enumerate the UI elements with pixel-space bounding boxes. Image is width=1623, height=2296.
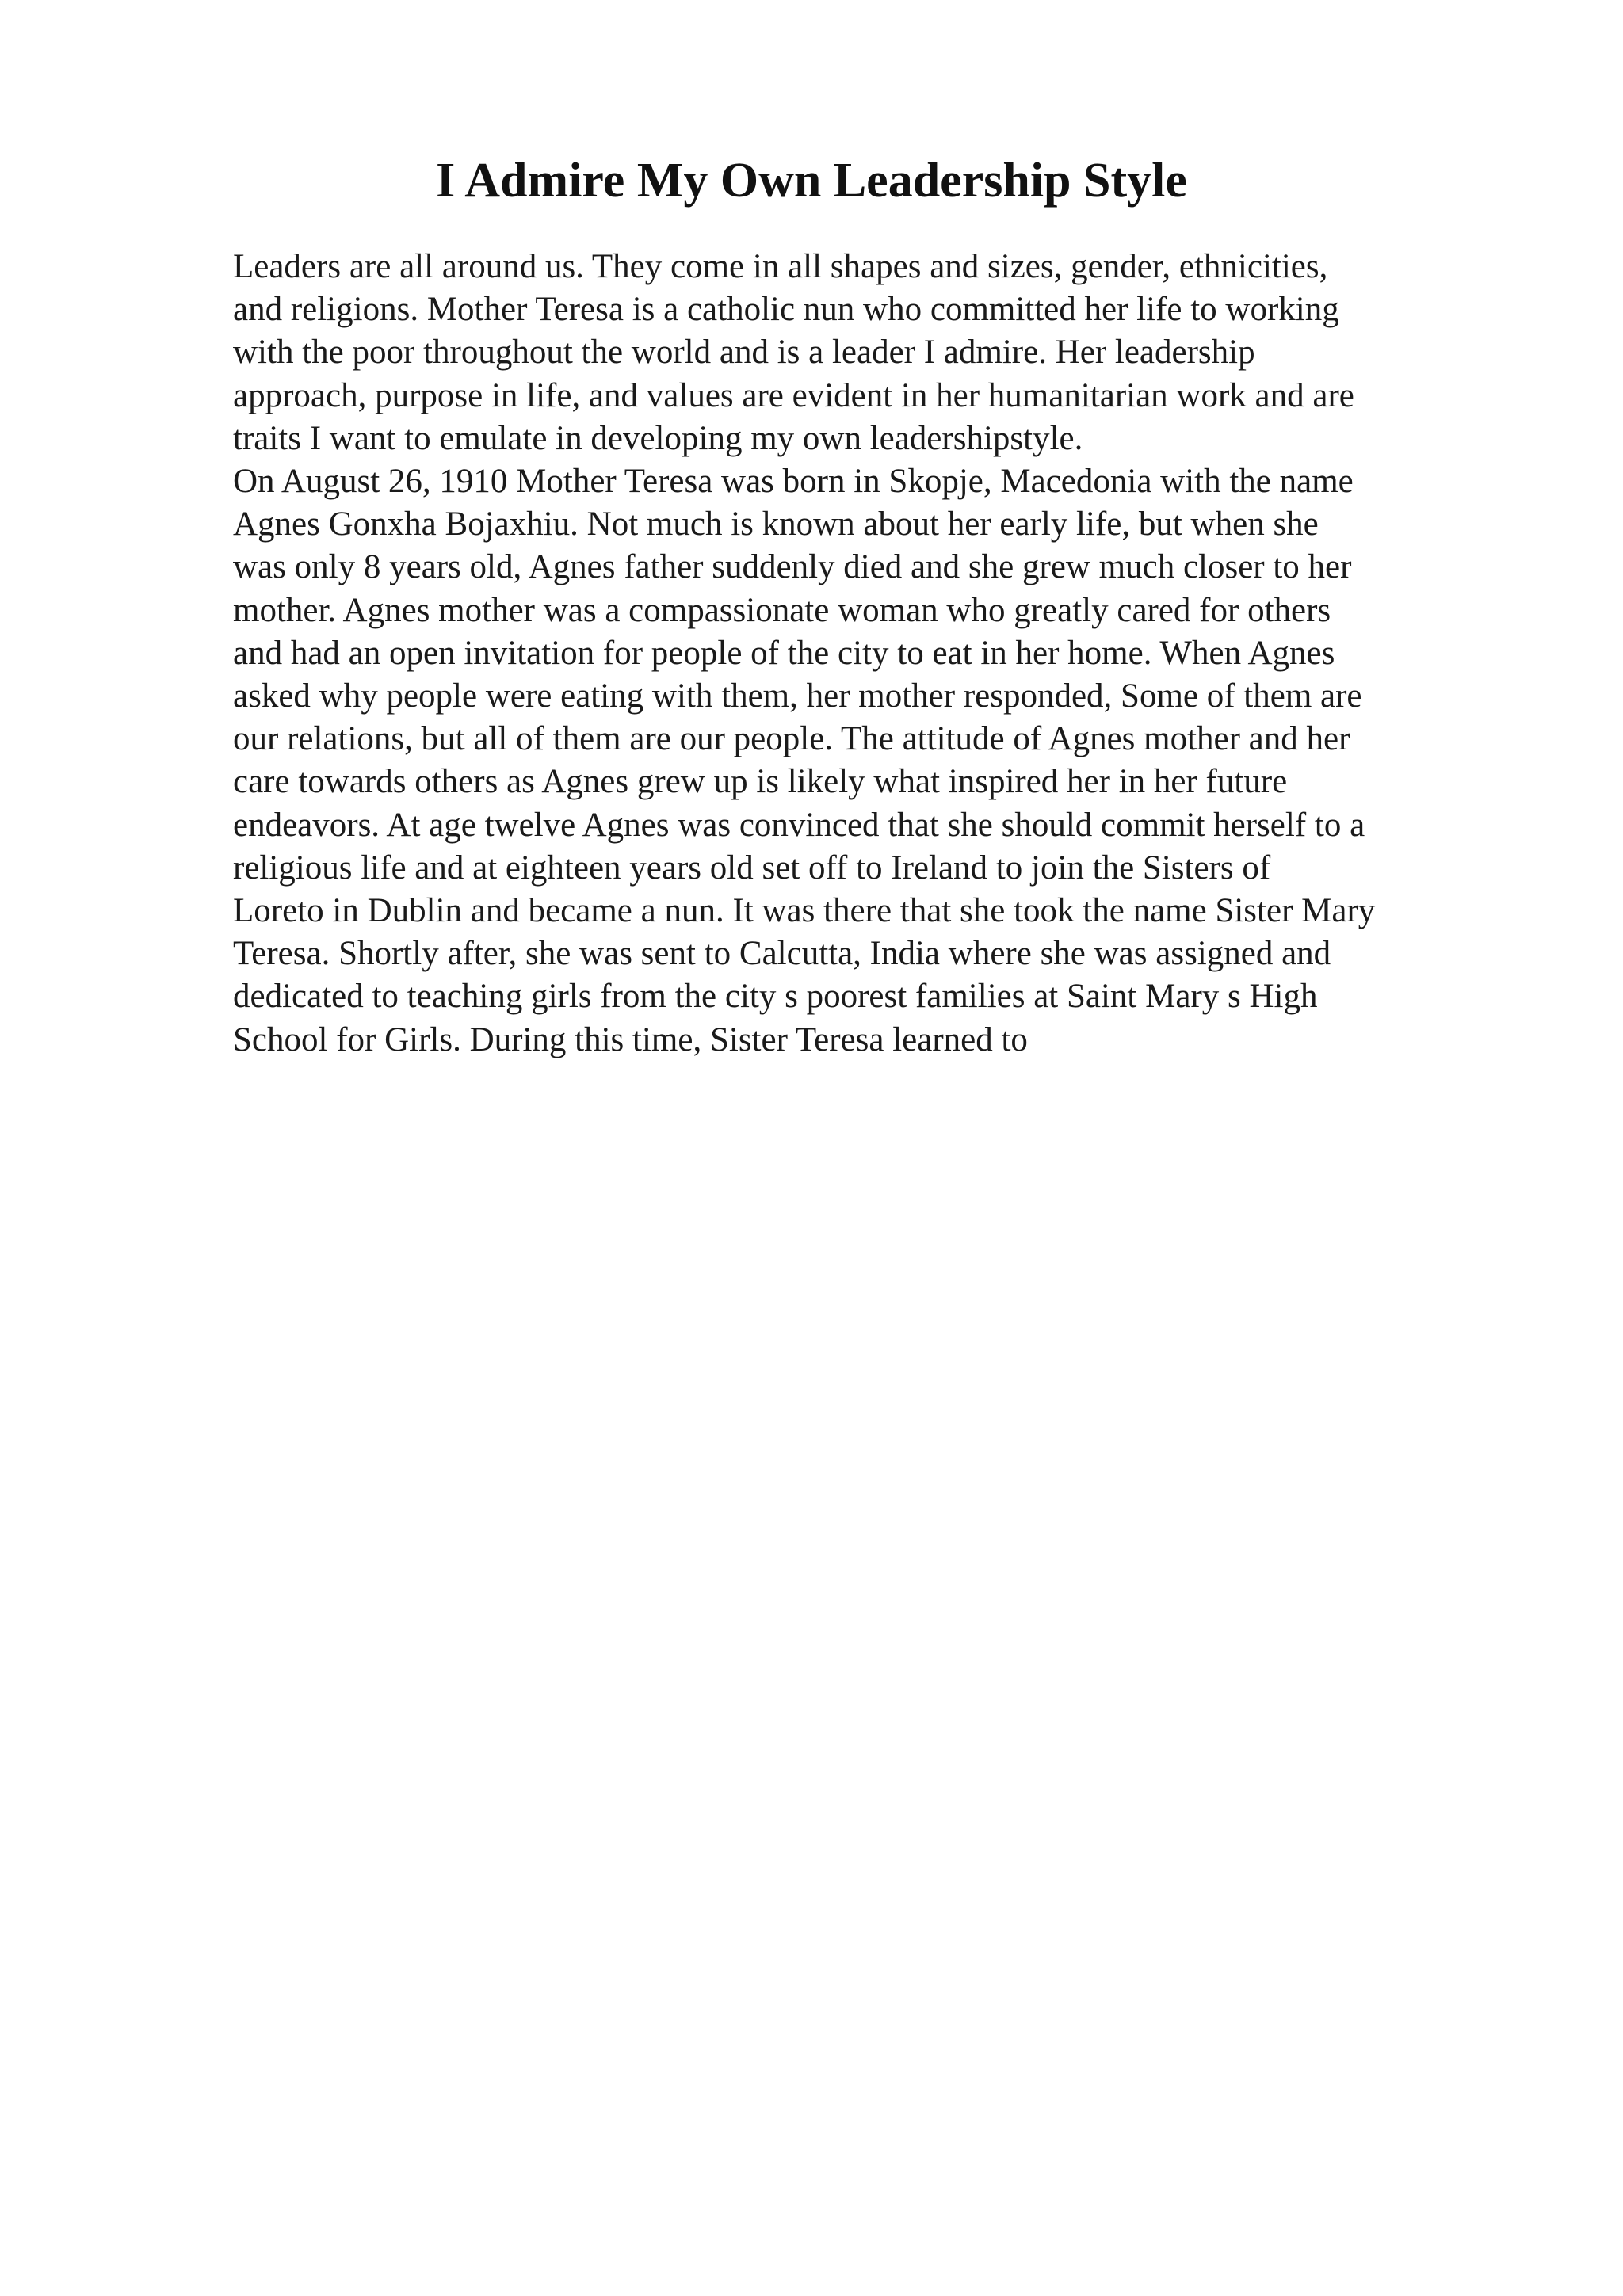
body-line: approach, purpose in life, and values are evident in her humanitarian work and are (233, 376, 1354, 414)
body-line: asked why people were eating with them, her mother responded, Some of them are (233, 677, 1362, 715)
body-line: with the poor throughout the world and is a leader I admire. Her leadership (233, 334, 1255, 372)
body-line: traits I want to emulate in developing my own leadershipstyle. (233, 419, 1083, 457)
body-line: Leaders are all around us. They come in all shapes and sizes, gender, ethnicities, (233, 248, 1328, 285)
body-line: was only 8 years old, Agnes father suddenly died and she grew much closer to her (233, 548, 1352, 586)
body-line: religious life and at eighteen years old set off to Ireland to join the Sisters of (233, 849, 1271, 887)
body-line: On August 26, 1910 Mother Teresa was born in Skopje, Macedonia with the name (233, 463, 1354, 501)
body-line: dedicated to teaching girls from the city s poorest families at Saint Mary s High (233, 978, 1318, 1016)
body-line: Teresa. Shortly after, she was sent to Calcutta, India where she was assigned and (233, 935, 1331, 973)
document-body (233, 246, 1501, 1062)
body-line: endeavors. At age twelve Agnes was convinced that she should commit herself to a (233, 806, 1365, 844)
body-line: Loreto in Dublin and became a nun. It was there that she took the name Sister Mary (233, 892, 1376, 930)
body-line: care towards others as Agnes grew up is likely what inspired her in her future (233, 763, 1288, 801)
document-title: I Admire My Own Leadership Style (436, 154, 1187, 208)
body-line: mother. Agnes mother was a compassionate woman who greatly cared for others (233, 591, 1331, 629)
body-line: our relations, but all of them are our people. The attitude of Agnes mother and her (233, 720, 1350, 758)
body-line: and religions. Mother Teresa is a catholic nun who committed her life to working (233, 291, 1339, 329)
body-line: School for Girls. During this time, Sister Teresa learned to (233, 1020, 1028, 1058)
body-line: Agnes Gonxha Bojaxhiu. Not much is known about her early life, but when she (233, 505, 1319, 543)
body-line: and had an open invitation for people of the city to eat in her home. When Agnes (233, 634, 1335, 672)
